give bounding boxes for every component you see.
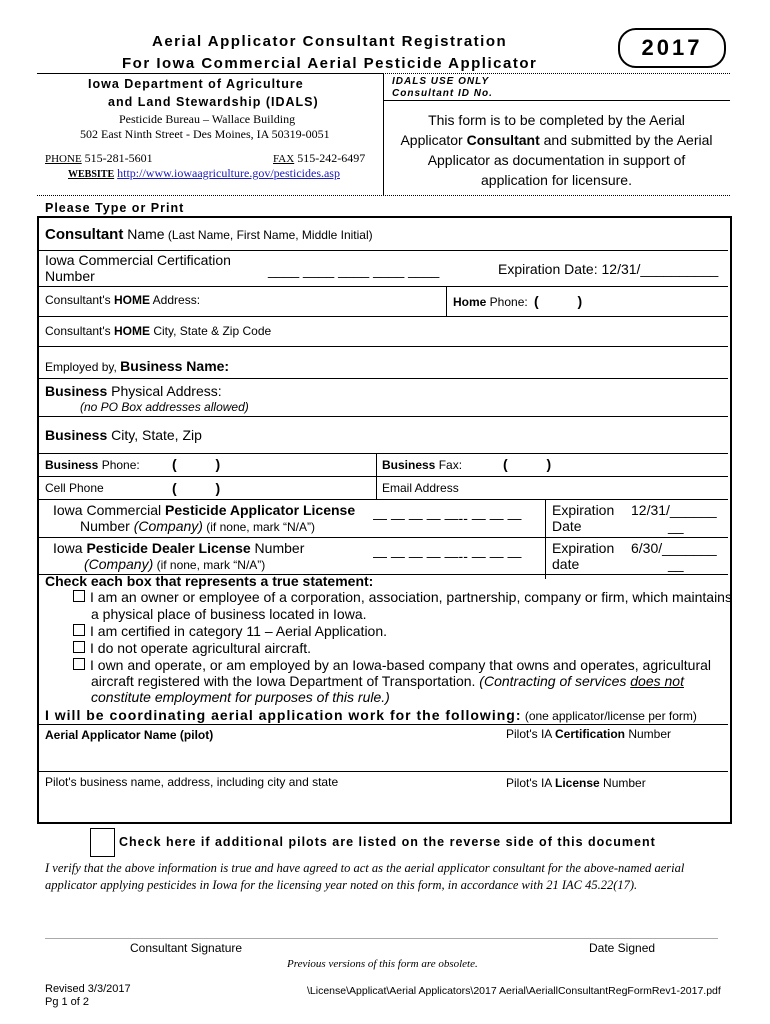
statement-1-line2: a physical place of business located in Iowa. <box>91 606 367 622</box>
business-city-label: Business City, State, Zip <box>45 427 202 443</box>
dealer-exp-tail: __ <box>668 556 684 572</box>
obsolete-note: Previous versions of this form are obsolete. <box>287 958 478 970</box>
applicator-exp-label-line1: Expiration <box>552 502 615 518</box>
idals-use-line2: Consultant ID No. <box>392 88 493 99</box>
additional-pilots-checkbox[interactable] <box>90 828 115 857</box>
consultant-name-label: Consultant Name (Last Name, First Name, Middle Initial) <box>45 226 373 243</box>
agency-fax <box>273 151 365 166</box>
home-city-label: Consultant's HOME City, State & Zip Code <box>45 324 272 338</box>
fax-value: 515-242-6497 <box>297 151 366 165</box>
file-path: \License\Applicat\Aerial Applicators\2017 Aerial\AeriallConsultantRegFormRev1-2017.pdf <box>307 985 721 997</box>
certification-number-input[interactable]: ____ ____ ____ ____ ____ <box>268 262 440 278</box>
verification-statement <box>45 860 684 894</box>
phone-label: PHONE <box>45 153 82 165</box>
header-bottom-rule <box>37 195 730 196</box>
certification-label-line2: Number <box>45 268 95 284</box>
statement-4-line3: constitute employment for purposes of this rule.) <box>91 689 390 705</box>
agency-name-line1: Iowa Department of Agriculture <box>88 77 304 91</box>
dealer-license-label-line2: (Company) (if none, mark “N/A”) <box>84 556 266 572</box>
business-fax-input[interactable]: ( ) <box>503 456 552 472</box>
idals-use-rule <box>383 100 730 101</box>
business-fax-label: Business Fax: <box>382 458 463 472</box>
website-link[interactable]: http://www.iowaagriculture.gov/pesticides.asp <box>117 166 340 180</box>
applicator-license-label-line2: Number (Company) (if none, mark “N/A”) <box>80 518 315 534</box>
statement-1: I am an owner or employee of a corporation, association, partnership, company or firm, which maintains <box>73 589 732 606</box>
pilot-license-label: Pilot's IA License Number <box>506 776 646 790</box>
home-address-label: Consultant's HOME Address: <box>45 293 201 307</box>
statement-3: I do not operate agricultural aircraft. <box>73 640 311 657</box>
fax-label: FAX <box>273 153 295 165</box>
statement-4-line2: aircraft registered with the Iowa Department of Transportation. (Contracting of services does not <box>91 673 684 689</box>
please-type-label: Please Type or Print <box>45 201 185 215</box>
statement-3-checkbox[interactable] <box>73 641 85 653</box>
agency-bureau: Pesticide Bureau – Wallace Building <box>119 112 296 126</box>
business-name-label: Employed by, Business Name: <box>45 358 230 374</box>
instructions <box>383 110 730 190</box>
pilot-business-label: Pilot's business name, address, including city and state <box>45 775 339 789</box>
header-top-rule <box>383 73 730 74</box>
signature-line[interactable] <box>45 938 718 939</box>
business-phone-input[interactable]: ( ) <box>172 456 221 472</box>
statement-2: I am certified in category 11 – Aerial Application. <box>73 623 387 640</box>
dealer-exp-label-line2: date <box>552 556 580 572</box>
pilot-certification-label: Pilot's IA Certification Number <box>506 727 672 741</box>
applicator-exp-tail: __ <box>668 518 684 534</box>
dealer-exp-label-line1: Expiration <box>552 540 615 556</box>
certification-expiration[interactable]: Expiration Date: 12/31/__________ <box>498 261 719 277</box>
agency-address: 502 East Ninth Street - Des Moines, IA 50319-0051 <box>80 127 330 141</box>
home-phone-input[interactable]: ( ) <box>534 293 583 309</box>
statement-1-checkbox[interactable] <box>73 590 85 602</box>
applicator-license-label: Iowa Commercial Pesticide Applicator License <box>53 502 356 518</box>
applicator-exp-label-line2: Date <box>552 518 582 534</box>
business-address-hint: (no PO Box addresses allowed) <box>80 400 249 414</box>
dealer-license-label: Iowa Pesticide Dealer License Number <box>53 540 305 556</box>
year-value: 2017 <box>641 35 703 60</box>
form-title-line1: Aerial Applicator Consultant Registration <box>152 33 508 50</box>
statement-4: I own and operate, or am employed by an Iowa-based company that owns and operates, agricultural <box>73 657 711 674</box>
agency-name-line2: and Land Stewardship (IDALS) <box>108 95 319 109</box>
year-badge <box>618 28 726 68</box>
instructions-line3: Applicator as documentation in support of <box>427 152 686 168</box>
verification-line1: I verify that the above information is true and have agreed to act as the aerial applicator consultant for the above-named aerial <box>45 861 685 875</box>
applicator-license-input[interactable]: — — — — —-- — — — <box>373 510 522 526</box>
instructions-line1: This form is to be completed by the Aerial <box>428 112 685 128</box>
form-title-line2: For Iowa Commercial Aerial Pesticide Applicator <box>122 55 538 72</box>
phone-value: 515-281-5601 <box>84 151 153 165</box>
dealer-exp-input[interactable]: 6/30/_______ <box>631 540 717 556</box>
agency-website <box>68 166 340 181</box>
applicator-exp-input[interactable]: 12/31/______ <box>631 502 717 518</box>
pilot-name-label: Aerial Applicator Name (pilot) <box>45 728 214 742</box>
page-number: Pg 1 of 2 <box>45 996 90 1008</box>
business-address-label: Business Physical Address: <box>45 383 222 399</box>
website-label: WEBSITE <box>68 169 115 180</box>
coordinating-heading: I will be coordinating aerial application work for the following: (one applicator/license per form) <box>45 707 697 723</box>
instructions-line4: application for licensure. <box>481 172 632 188</box>
statements-heading: Check each box that represents a true statement: <box>45 573 374 589</box>
idals-use-line1: IDALS USE ONLY <box>392 76 490 87</box>
cell-phone-label: Cell Phone <box>45 481 104 495</box>
revised-date: Revised 3/3/2017 <box>45 983 131 995</box>
statement-2-checkbox[interactable] <box>73 624 85 636</box>
certification-label-line1: Iowa Commercial Certification <box>45 252 231 268</box>
date-signed-label: Date Signed <box>589 941 656 955</box>
statement-4-checkbox[interactable] <box>73 658 85 670</box>
verification-line2: applicator applying pesticides in Iowa for the licensing year noted on this form, in accordance with 21 IAC 45.22(17). <box>45 878 638 892</box>
business-phone-label: Business Phone: <box>45 458 140 472</box>
cell-phone-input[interactable]: ( ) <box>172 480 221 496</box>
additional-pilots-label: Check here if additional pilots are listed on the reverse side of this document <box>119 835 656 849</box>
email-label: Email Address <box>382 481 459 495</box>
instructions-line2: Applicator Consultant and submitted by the Aerial <box>400 132 713 148</box>
home-phone-label: Home Phone: <box>453 295 528 309</box>
consultant-signature-label: Consultant Signature <box>130 941 243 955</box>
dealer-license-input[interactable]: — — — — —-- — — — <box>373 548 522 564</box>
agency-phone <box>45 151 153 166</box>
